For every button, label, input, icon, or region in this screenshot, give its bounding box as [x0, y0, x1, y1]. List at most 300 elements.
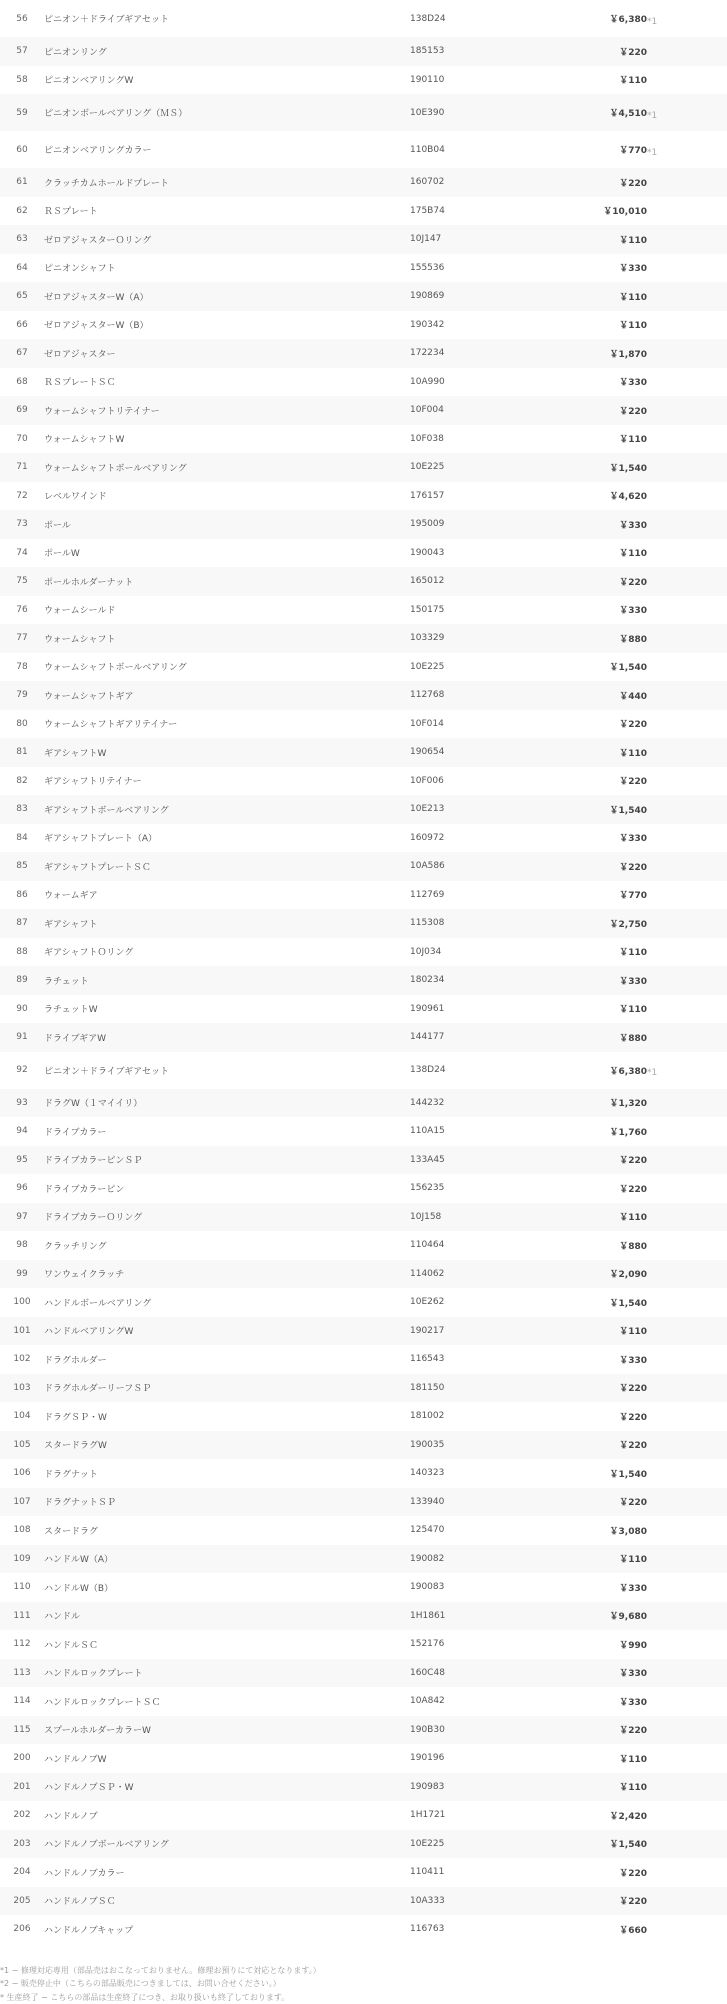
- parts-row: [0, 1231, 727, 1260]
- part-price: ￥110: [538, 1545, 647, 1574]
- part-note: [647, 767, 727, 796]
- part-code: 190217: [410, 1317, 538, 1346]
- part-name: ハンドルノブカラー: [44, 1858, 410, 1887]
- parts-row: [0, 1915, 727, 1944]
- part-name: クラッチカムホールドプレート: [44, 168, 410, 197]
- part-number: 205: [0, 1887, 44, 1916]
- parts-row: [0, 596, 727, 625]
- parts-row: [0, 282, 727, 311]
- part-name: ラチェット: [44, 966, 410, 995]
- part-number: 95: [0, 1146, 44, 1175]
- part-code: 185153: [410, 37, 538, 66]
- part-note: [647, 653, 727, 682]
- part-number: 106: [0, 1459, 44, 1488]
- part-note: [647, 539, 727, 568]
- part-note: [647, 1744, 727, 1773]
- parts-row: [0, 254, 727, 283]
- part-number: 87: [0, 909, 44, 938]
- part-price: ￥1,320: [538, 1089, 647, 1118]
- part-code: 150175: [410, 596, 538, 625]
- part-price: ￥330: [538, 510, 647, 539]
- part-number: 86: [0, 881, 44, 910]
- part-name: ハンドルボールベアリング: [44, 1288, 410, 1317]
- parts-row: [0, 1023, 727, 1052]
- parts-row: [0, 482, 727, 511]
- parts-row: [0, 1516, 727, 1545]
- part-price: ￥660: [538, 1915, 647, 1944]
- parts-row: [0, 1858, 727, 1887]
- parts-row: [0, 881, 727, 910]
- part-name: ピニオンボールベアリング（ＭＳ）: [44, 94, 410, 131]
- part-code: 156235: [410, 1174, 538, 1203]
- part-price: ￥330: [538, 596, 647, 625]
- part-price: ￥330: [538, 824, 647, 853]
- part-price: ￥220: [538, 1174, 647, 1203]
- part-price: ￥220: [538, 1374, 647, 1403]
- part-price: ￥330: [538, 368, 647, 397]
- part-price: ￥220: [538, 1402, 647, 1431]
- part-number: 101: [0, 1317, 44, 1346]
- part-price: ￥110: [538, 1773, 647, 1802]
- part-number: 102: [0, 1345, 44, 1374]
- part-price: ￥220: [538, 852, 647, 881]
- parts-row: [0, 37, 727, 66]
- part-number: 200: [0, 1744, 44, 1773]
- part-number: 85: [0, 852, 44, 881]
- part-name: ドライブカラーピン: [44, 1174, 410, 1203]
- part-price: ￥990: [538, 1630, 647, 1659]
- part-number: 67: [0, 339, 44, 368]
- part-price: ￥110: [538, 1744, 647, 1773]
- part-number: 111: [0, 1602, 44, 1631]
- part-price: ￥220: [538, 168, 647, 197]
- part-code: 190110: [410, 66, 538, 95]
- part-name: ウォームシャフトボールベアリング: [44, 653, 410, 682]
- part-name: ピニオンベアリングカラー: [44, 131, 410, 168]
- part-code: 125470: [410, 1516, 538, 1545]
- part-price: ￥4,620: [538, 482, 647, 511]
- part-number: 73: [0, 510, 44, 539]
- part-price: ￥110: [538, 738, 647, 767]
- part-number: 72: [0, 482, 44, 511]
- part-price: ￥110: [538, 425, 647, 454]
- part-note: [647, 1231, 727, 1260]
- part-price: ￥220: [538, 567, 647, 596]
- part-code: 190035: [410, 1431, 538, 1460]
- parts-row: [0, 1260, 727, 1289]
- part-code: 190654: [410, 738, 538, 767]
- part-name: ピニオンリング: [44, 37, 410, 66]
- part-name: ギアシャフトW: [44, 738, 410, 767]
- part-name: ゼロアジャスター: [44, 339, 410, 368]
- part-name: ピニオンシャフト: [44, 254, 410, 283]
- parts-row: [0, 1573, 727, 1602]
- part-name: ハンドルノブキャップ: [44, 1915, 410, 1944]
- part-code: 155536: [410, 254, 538, 283]
- part-name: ドライブカラーＯリング: [44, 1203, 410, 1232]
- part-name: ウォームシャフトボールベアリング: [44, 453, 410, 482]
- part-code: 144177: [410, 1023, 538, 1052]
- part-note: [647, 567, 727, 596]
- part-code: 1H1861: [410, 1602, 538, 1631]
- part-note: [647, 795, 727, 824]
- part-price: ￥2,420: [538, 1801, 647, 1830]
- part-code: 10J147: [410, 225, 538, 254]
- part-name: ギアシャフトプレート（A）: [44, 824, 410, 853]
- part-price: ￥770: [538, 881, 647, 910]
- note-mark: *1: [647, 111, 657, 121]
- parts-row: [0, 710, 727, 739]
- part-note: [647, 1089, 727, 1118]
- part-name: ゼロアジャスターＯリング: [44, 225, 410, 254]
- part-code: 190196: [410, 1744, 538, 1773]
- part-price: ￥330: [538, 1345, 647, 1374]
- parts-row: [0, 1545, 727, 1574]
- part-note: [647, 37, 727, 66]
- part-code: 138D24: [410, 0, 538, 37]
- part-code: 190342: [410, 311, 538, 340]
- parts-row: [0, 1174, 727, 1203]
- part-price: ￥220: [538, 767, 647, 796]
- part-number: 84: [0, 824, 44, 853]
- parts-row: [0, 1630, 727, 1659]
- part-price: ￥770: [538, 131, 647, 168]
- part-note: [647, 1203, 727, 1232]
- parts-row: [0, 1345, 727, 1374]
- parts-row: [0, 225, 727, 254]
- part-name: スプールホルダーカラーW: [44, 1716, 410, 1745]
- part-code: 112768: [410, 681, 538, 710]
- part-price: ￥1,540: [538, 453, 647, 482]
- part-code: 152176: [410, 1630, 538, 1659]
- parts-row: [0, 94, 727, 131]
- part-note: [647, 1174, 727, 1203]
- parts-row: [0, 1687, 727, 1716]
- part-note: [647, 824, 727, 853]
- footnotes: [0, 1944, 727, 2004]
- parts-row: [0, 453, 727, 482]
- part-number: 76: [0, 596, 44, 625]
- part-note: [647, 909, 727, 938]
- parts-row: [0, 1602, 727, 1631]
- part-code: 10A842: [410, 1687, 538, 1716]
- part-price: ￥220: [538, 1146, 647, 1175]
- part-name: ハンドルＳＣ: [44, 1630, 410, 1659]
- part-note: [647, 311, 727, 340]
- part-note: [647, 1773, 727, 1802]
- part-number: 89: [0, 966, 44, 995]
- parts-row: [0, 938, 727, 967]
- part-note: [647, 282, 727, 311]
- part-code: 160C48: [410, 1659, 538, 1688]
- part-note: [647, 852, 727, 881]
- part-code: 10E262: [410, 1288, 538, 1317]
- parts-row: [0, 510, 727, 539]
- part-price: ￥110: [538, 938, 647, 967]
- part-name: ハンドル: [44, 1602, 410, 1631]
- part-code: 10A990: [410, 368, 538, 397]
- parts-row: [0, 681, 727, 710]
- part-note: [647, 1830, 727, 1859]
- part-number: 92: [0, 1052, 44, 1089]
- parts-row: [0, 909, 727, 938]
- parts-row: [0, 1203, 727, 1232]
- part-number: 77: [0, 624, 44, 653]
- part-note: [647, 1146, 727, 1175]
- part-number: 203: [0, 1830, 44, 1859]
- part-price: ￥3,080: [538, 1516, 647, 1545]
- part-name: ピニオン＋ドライブギアセット: [44, 0, 410, 37]
- part-note: [647, 425, 727, 454]
- part-name: ハンドルW（B）: [44, 1573, 410, 1602]
- part-code: 116763: [410, 1915, 538, 1944]
- part-name: ドラグナットＳＰ: [44, 1488, 410, 1517]
- part-price: ￥220: [538, 1431, 647, 1460]
- footnote-line: *1 − 修理対応専用（部品売はおこなっておりません。修理お預りにて対応となります。）: [0, 1964, 727, 1978]
- part-number: 90: [0, 995, 44, 1024]
- parts-row: [0, 168, 727, 197]
- part-note: [647, 368, 727, 397]
- part-name: ギアシャフトボールベアリング: [44, 795, 410, 824]
- part-number: 96: [0, 1174, 44, 1203]
- part-price: ￥1,540: [538, 1288, 647, 1317]
- part-name: ピニオンベアリングW: [44, 66, 410, 95]
- part-price: ￥220: [538, 37, 647, 66]
- part-price: ￥1,540: [538, 1830, 647, 1859]
- part-note: [647, 1630, 727, 1659]
- part-note: [647, 1402, 727, 1431]
- part-number: 108: [0, 1516, 44, 1545]
- part-name: ギアシャフトリテイナー: [44, 767, 410, 796]
- part-number: 103: [0, 1374, 44, 1403]
- part-price: ￥110: [538, 311, 647, 340]
- part-name: ドラグＳＰ・W: [44, 1402, 410, 1431]
- part-name: ハンドルノブ: [44, 1801, 410, 1830]
- part-code: 10J034: [410, 938, 538, 967]
- part-price: ￥220: [538, 1716, 647, 1745]
- part-number: 206: [0, 1915, 44, 1944]
- part-note: [647, 966, 727, 995]
- part-code: 10A586: [410, 852, 538, 881]
- parts-row: [0, 1089, 727, 1118]
- parts-row: [0, 1801, 727, 1830]
- part-price: ￥330: [538, 1659, 647, 1688]
- parts-row: [0, 131, 727, 168]
- part-price: ￥1,870: [538, 339, 647, 368]
- part-number: 68: [0, 368, 44, 397]
- part-note: [647, 1716, 727, 1745]
- part-name: ピニオン＋ドライブギアセット: [44, 1052, 410, 1089]
- parts-row: [0, 1146, 727, 1175]
- parts-row: [0, 567, 727, 596]
- part-code: 181150: [410, 1374, 538, 1403]
- parts-row: [0, 1317, 727, 1346]
- part-name: レベルワインド: [44, 482, 410, 511]
- part-name: ギアシャフトＯリング: [44, 938, 410, 967]
- part-price: ￥110: [538, 995, 647, 1024]
- parts-row: [0, 1402, 727, 1431]
- part-note: [647, 168, 727, 197]
- parts-row: [0, 1716, 727, 1745]
- parts-row: [0, 1431, 727, 1460]
- part-price: ￥330: [538, 1573, 647, 1602]
- part-code: 160972: [410, 824, 538, 853]
- part-number: 60: [0, 131, 44, 168]
- parts-row: [0, 767, 727, 796]
- parts-row: [0, 1288, 727, 1317]
- part-note: [647, 1915, 727, 1944]
- part-note: [647, 66, 727, 95]
- part-number: 70: [0, 425, 44, 454]
- part-number: 91: [0, 1023, 44, 1052]
- part-name: ラチェットW: [44, 995, 410, 1024]
- part-name: ドラグナット: [44, 1459, 410, 1488]
- part-code: 160702: [410, 168, 538, 197]
- part-number: 201: [0, 1773, 44, 1802]
- part-price: ￥1,540: [538, 795, 647, 824]
- part-price: ￥2,090: [538, 1260, 647, 1289]
- part-number: 80: [0, 710, 44, 739]
- part-name: ハンドルノブボールベアリング: [44, 1830, 410, 1859]
- part-price: ￥220: [538, 710, 647, 739]
- parts-row: [0, 966, 727, 995]
- parts-row: [0, 0, 727, 37]
- part-price: ￥880: [538, 624, 647, 653]
- part-number: 105: [0, 1431, 44, 1460]
- part-price: ￥880: [538, 1231, 647, 1260]
- part-note: [647, 738, 727, 767]
- parts-row: [0, 1459, 727, 1488]
- part-code: 10E213: [410, 795, 538, 824]
- parts-row: [0, 1744, 727, 1773]
- parts-row: [0, 1887, 727, 1916]
- part-number: 66: [0, 311, 44, 340]
- parts-row: [0, 1117, 727, 1146]
- part-price: ￥880: [538, 1023, 647, 1052]
- part-number: 82: [0, 767, 44, 796]
- part-number: 109: [0, 1545, 44, 1574]
- part-name: ポールホルダーナット: [44, 567, 410, 596]
- part-note: [647, 94, 727, 131]
- part-code: 176157: [410, 482, 538, 511]
- parts-row: [0, 1488, 727, 1517]
- part-name: ウォームギア: [44, 881, 410, 910]
- part-name: ハンドルノブＳＣ: [44, 1887, 410, 1916]
- part-number: 79: [0, 681, 44, 710]
- part-number: 88: [0, 938, 44, 967]
- part-number: 99: [0, 1260, 44, 1289]
- part-code: 133A45: [410, 1146, 538, 1175]
- part-code: 133940: [410, 1488, 538, 1517]
- part-price: ￥330: [538, 254, 647, 283]
- part-price: ￥2,750: [538, 909, 647, 938]
- part-code: 190869: [410, 282, 538, 311]
- part-name: ハンドルベアリングW: [44, 1317, 410, 1346]
- part-number: 94: [0, 1117, 44, 1146]
- part-price: ￥110: [538, 539, 647, 568]
- footnote-line: * 生産終了 − こちらの部品は生産終了につき、お取り扱いも終了しております。: [0, 1991, 727, 2004]
- part-code: 10E225: [410, 653, 538, 682]
- part-name: ウォームシャフトリテイナー: [44, 396, 410, 425]
- parts-row: [0, 539, 727, 568]
- part-note: [647, 596, 727, 625]
- part-code: 116543: [410, 1345, 538, 1374]
- part-note: [647, 1602, 727, 1631]
- part-note: [647, 510, 727, 539]
- part-code: 10F006: [410, 767, 538, 796]
- part-name: ＲＳプレート: [44, 197, 410, 226]
- part-number: 74: [0, 539, 44, 568]
- part-number: 58: [0, 66, 44, 95]
- part-note: [647, 710, 727, 739]
- part-note: [647, 1801, 727, 1830]
- part-price: ￥110: [538, 1203, 647, 1232]
- parts-row: [0, 795, 727, 824]
- part-note: [647, 482, 727, 511]
- parts-row: [0, 995, 727, 1024]
- part-code: 10F014: [410, 710, 538, 739]
- part-price: ￥6,380: [538, 1052, 647, 1089]
- parts-row: [0, 653, 727, 682]
- part-number: 81: [0, 738, 44, 767]
- part-number: 204: [0, 1858, 44, 1887]
- part-name: ハンドルロックプレートＳＣ: [44, 1687, 410, 1716]
- part-number: 107: [0, 1488, 44, 1517]
- part-name: ゼロアジャスターW（B）: [44, 311, 410, 340]
- part-number: 112: [0, 1630, 44, 1659]
- part-number: 61: [0, 168, 44, 197]
- part-code: 138D24: [410, 1052, 538, 1089]
- note-mark: *1: [647, 1068, 657, 1078]
- part-code: 10E225: [410, 453, 538, 482]
- part-code: 190082: [410, 1545, 538, 1574]
- part-number: 75: [0, 567, 44, 596]
- part-code: 10A333: [410, 1887, 538, 1916]
- part-note: [647, 624, 727, 653]
- part-name: スタードラグ: [44, 1516, 410, 1545]
- part-note: [647, 339, 727, 368]
- part-code: 110411: [410, 1858, 538, 1887]
- part-code: 190961: [410, 995, 538, 1024]
- part-code: 140323: [410, 1459, 538, 1488]
- part-name: ウォームシャフト: [44, 624, 410, 653]
- parts-row: [0, 197, 727, 226]
- part-code: 10E390: [410, 94, 538, 131]
- parts-row: [0, 1773, 727, 1802]
- part-note: [647, 1317, 727, 1346]
- parts-row: [0, 852, 727, 881]
- part-code: 180234: [410, 966, 538, 995]
- part-note: [647, 1052, 727, 1089]
- part-note: [647, 396, 727, 425]
- part-price: ￥110: [538, 1317, 647, 1346]
- part-price: ￥1,760: [538, 1117, 647, 1146]
- part-code: 112769: [410, 881, 538, 910]
- part-code: 181002: [410, 1402, 538, 1431]
- note-mark: *1: [647, 17, 657, 27]
- part-code: 10F004: [410, 396, 538, 425]
- part-name: ウォームシールド: [44, 596, 410, 625]
- part-name: ギアシャフト: [44, 909, 410, 938]
- part-price: ￥440: [538, 681, 647, 710]
- part-code: 190043: [410, 539, 538, 568]
- note-mark: *1: [647, 148, 657, 158]
- parts-row: [0, 368, 727, 397]
- part-note: [647, 131, 727, 168]
- parts-row: [0, 1374, 727, 1403]
- part-price: ￥330: [538, 1687, 647, 1716]
- part-number: 100: [0, 1288, 44, 1317]
